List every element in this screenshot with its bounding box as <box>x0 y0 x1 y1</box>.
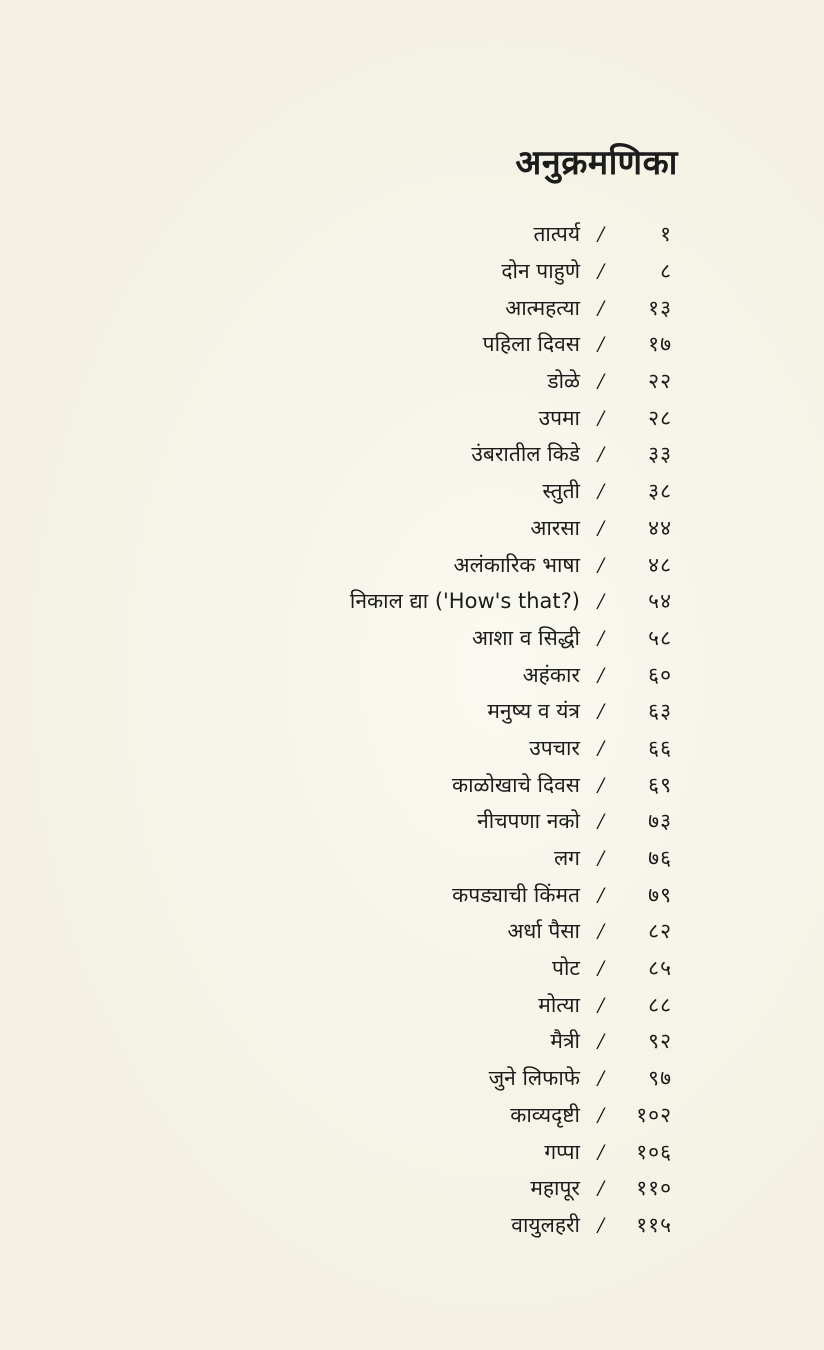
toc-entry <box>72 473 672 510</box>
toc-separator: / <box>597 626 605 649</box>
toc-entry <box>72 913 672 950</box>
toc-page-number: ९२ <box>648 1029 672 1054</box>
toc-entry-title: डोळे <box>547 369 580 394</box>
toc-entry-title: अलंकारिक भाषा <box>453 552 580 577</box>
toc-entry-title: अर्धा पैसा <box>507 919 580 944</box>
toc-entry <box>72 1133 672 1170</box>
toc-separator: / <box>597 553 605 576</box>
toc-entry-title: मनुष्य व यंत्र <box>487 699 580 724</box>
toc-entry-title: आरसा <box>530 515 580 540</box>
toc-entry <box>72 1023 672 1060</box>
toc-separator: / <box>597 1177 605 1200</box>
toc-separator: / <box>597 333 605 356</box>
toc-entry <box>72 950 672 987</box>
toc-page-number: ५४ <box>648 589 672 614</box>
toc-entry-title: वायुलहरी <box>511 1212 580 1237</box>
toc-separator: / <box>597 590 605 613</box>
toc-entry-title: उपचार <box>529 735 580 760</box>
toc-separator: / <box>597 1030 605 1053</box>
toc-page-number: ११५ <box>636 1212 672 1237</box>
toc-separator: / <box>597 223 605 246</box>
toc-entry <box>72 1097 672 1134</box>
toc-entry-title: काळोखाचे दिवस <box>451 772 580 797</box>
toc-page-number: १७ <box>648 332 672 357</box>
toc-entry <box>72 1060 672 1097</box>
toc-entry <box>72 730 672 767</box>
toc-entry-title: उपमा <box>538 405 580 430</box>
toc-separator: / <box>597 260 605 283</box>
toc-entry-title: आत्महत्या <box>505 295 580 320</box>
toc-entry-title: निकाल द्या ('How's that?) <box>349 589 580 614</box>
toc-entry <box>72 1207 672 1244</box>
toc-entry <box>72 510 672 547</box>
toc-separator: / <box>597 296 605 319</box>
toc-page-number: ४४ <box>648 515 672 540</box>
toc-separator: / <box>597 920 605 943</box>
toc-page-number: ७३ <box>648 809 672 834</box>
toc-separator: / <box>597 663 605 686</box>
toc-separator: / <box>597 1103 605 1126</box>
toc-separator: / <box>597 1140 605 1163</box>
toc-separator: / <box>597 957 605 980</box>
toc-page-number: ७६ <box>648 846 672 871</box>
toc-page-number: ६९ <box>648 772 672 797</box>
toc-page-number: ४८ <box>648 552 672 577</box>
toc-entry-title: काव्यदृष्टी <box>510 1102 580 1127</box>
toc-entry-title: लग <box>553 846 580 871</box>
toc-entry <box>72 363 672 400</box>
toc-entry-title: जुने लिफाफे <box>488 1066 580 1091</box>
toc-page-number: १०२ <box>636 1102 672 1127</box>
toc-entry <box>72 803 672 840</box>
toc-entry-title: मोत्या <box>538 992 580 1017</box>
toc-page-number: ५८ <box>648 625 672 650</box>
toc-page-number: ७९ <box>648 882 672 907</box>
toc-entry <box>72 216 672 253</box>
toc-separator: / <box>597 443 605 466</box>
toc-separator: / <box>597 993 605 1016</box>
toc-entry <box>72 986 672 1023</box>
toc-entry <box>72 436 672 473</box>
toc-entry <box>72 326 672 363</box>
toc-entry <box>72 399 672 436</box>
toc-separator: / <box>597 810 605 833</box>
toc-page-number: ६३ <box>648 699 672 724</box>
toc-entry <box>72 840 672 877</box>
toc-separator: / <box>597 736 605 759</box>
toc-entry <box>72 289 672 326</box>
toc-separator: / <box>597 516 605 539</box>
toc-separator: / <box>597 480 605 503</box>
toc-page-number: ८२ <box>648 919 672 944</box>
toc-page-number: १३ <box>648 295 672 320</box>
toc-entry <box>72 583 672 620</box>
toc-separator: / <box>597 847 605 870</box>
toc-entry-title: कपड्याची किंमत <box>452 882 580 907</box>
toc-page-number: ९७ <box>648 1066 672 1091</box>
toc-entry-title: स्तुती <box>542 479 580 504</box>
toc-entry <box>72 693 672 730</box>
toc-page-number: ११० <box>636 1176 672 1201</box>
toc-page-number: ६० <box>648 662 672 687</box>
toc-entry-title: मैत्री <box>550 1029 580 1054</box>
toc-page-number: १०६ <box>636 1139 672 1164</box>
toc-page-number: ८ <box>660 259 672 284</box>
toc-page-number: १ <box>660 222 672 247</box>
toc-page-number: ८८ <box>648 992 672 1017</box>
toc-separator: / <box>597 406 605 429</box>
toc-separator: / <box>597 370 605 393</box>
toc-page-number: २२ <box>648 369 672 394</box>
toc-page-number: २८ <box>648 405 672 430</box>
toc-entry-title: आशा व सिद्धी <box>471 625 580 650</box>
toc-entry-title: अहंकार <box>522 662 580 687</box>
toc-separator: / <box>597 1067 605 1090</box>
toc-entry <box>72 620 672 657</box>
toc-entry <box>72 253 672 290</box>
toc-entry <box>72 766 672 803</box>
toc-page-number: ३३ <box>648 442 672 467</box>
toc-entry-title: पोट <box>552 956 580 981</box>
table-of-contents <box>72 216 672 1243</box>
toc-entry-title: गप्पा <box>544 1139 580 1164</box>
toc-entry-title: महापूर <box>530 1176 580 1201</box>
toc-entry-title: नीचपणा नको <box>477 809 580 834</box>
toc-entry <box>72 876 672 913</box>
page-title: अनुक्रमणिका <box>515 143 678 183</box>
toc-entry <box>72 1170 672 1207</box>
toc-separator: / <box>597 773 605 796</box>
toc-entry-title: तात्पर्य <box>533 222 580 247</box>
toc-page-number: ८५ <box>648 956 672 981</box>
toc-page-number: ३८ <box>648 479 672 504</box>
toc-entry-title: उंबरातील किडे <box>471 442 580 467</box>
toc-entry <box>72 546 672 583</box>
toc-separator: / <box>597 1213 605 1236</box>
toc-entry <box>72 656 672 693</box>
toc-separator: / <box>597 700 605 723</box>
toc-entry-title: दोन पाहुणे <box>501 259 580 284</box>
toc-entry-title: पहिला दिवस <box>482 332 580 357</box>
toc-separator: / <box>597 883 605 906</box>
toc-page-number: ६६ <box>648 735 672 760</box>
